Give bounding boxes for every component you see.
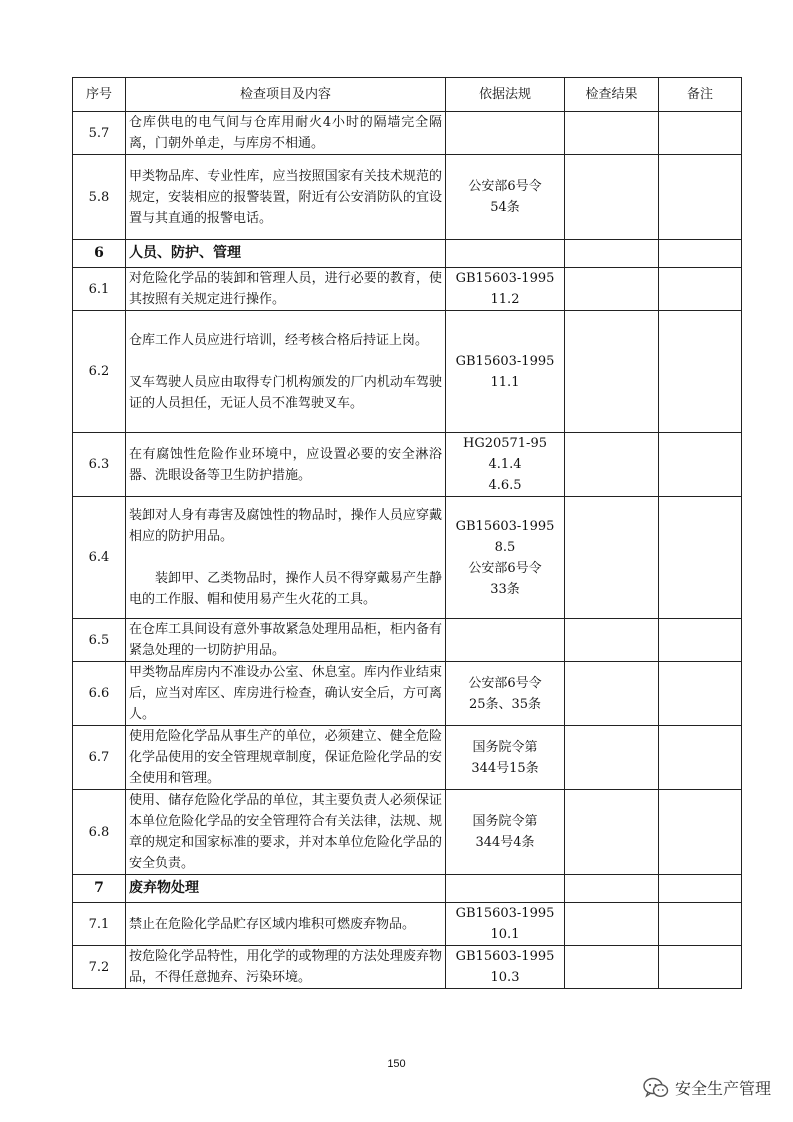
remarks-cell [659, 433, 742, 497]
law-line: 公安部6号令 [468, 675, 542, 691]
law-line: 国务院令第 [472, 814, 538, 829]
header-law: 依据法规 [446, 78, 565, 112]
law-line: 10.1 [490, 927, 520, 942]
header-content: 检查项目及内容 [126, 78, 446, 112]
law-reference [446, 433, 565, 497]
result-cell [565, 311, 659, 433]
row-number: 5.7 [73, 112, 126, 155]
law-line: 344号4条 [475, 835, 535, 850]
law-reference [446, 268, 565, 311]
section-title: 人员、防护、管理 [126, 240, 446, 268]
check-content [126, 311, 446, 433]
content-text: 装卸甲、乙类物品时，操作人员不得穿戴易产生静电的工作服、帽和使用易产生火花的工具。 [129, 571, 442, 607]
check-content [126, 946, 446, 989]
law-reference [446, 790, 565, 875]
result-cell [565, 155, 659, 240]
table-row [73, 726, 742, 790]
law-line: GB15603-1995 [455, 518, 555, 534]
section-row [73, 875, 742, 903]
law-line: 公安部6号令 [468, 560, 542, 576]
table-row [73, 155, 742, 240]
result-cell [565, 946, 659, 989]
row-number: 6.6 [73, 662, 126, 726]
content-text: 禁止在危险化学品贮存区域内堆积可燃废弃物品。 [129, 916, 416, 932]
content-text: 甲类物品库、专业性库，应当按照国家有关技术规范的规定，安装相应的报警装置，附近有公安消防队的宜设置与其直通的报警电话。 [129, 168, 442, 226]
table-row [73, 790, 742, 875]
law-line: 33条 [490, 581, 520, 597]
law-line: 公安部6号令 [468, 179, 542, 194]
content-text: 装卸对人身有毒害及腐蚀性的物品时，操作人员应穿戴相应的防护用品。 [129, 508, 442, 544]
content-text: 使用危险化学品从事生产的单位，必须建立、健全危险化学品使用的安全管理规章制度，保证危险化学品的安全使用和管理。 [129, 729, 442, 786]
row-number: 7.2 [73, 946, 126, 989]
table-header-row [73, 78, 742, 112]
row-number: 6.8 [73, 790, 126, 875]
result-cell [565, 662, 659, 726]
law-reference [446, 155, 565, 240]
result-cell [565, 268, 659, 311]
content-text: 甲类物品库房内不准设办公室、休息室。库内作业结束后，应当对库区、库房进行检查，确认安全后，方可离人。 [129, 665, 442, 722]
content-text: 按危险化学品特性，用化学的或物理的方法处理废弃物品，不得任意抛弃、污染环境。 [129, 949, 442, 985]
table-row [73, 903, 742, 946]
result-cell [565, 903, 659, 946]
check-content [126, 619, 446, 662]
row-number: 6.3 [73, 433, 126, 497]
section-row [73, 240, 742, 268]
section-number: 7 [73, 875, 126, 903]
content-text: 使用、储存危险化学品的单位，其主要负责人必须保证本单位危险化学品的安全管理符合有关法律，法规、规章的规定和国家标准的要求，并对本单位危险化学品的安全负责。 [129, 793, 442, 871]
law-line: GB15603-1995 [455, 353, 555, 369]
check-content [126, 497, 446, 619]
table-row [73, 497, 742, 619]
row-number: 7.1 [73, 903, 126, 946]
law-line: 10.3 [490, 970, 520, 985]
check-content [126, 155, 446, 240]
remarks-cell [659, 112, 742, 155]
result-cell [565, 726, 659, 790]
remarks-cell [659, 662, 742, 726]
check-content [126, 903, 446, 946]
law-reference [446, 112, 565, 155]
law-line: 11.1 [490, 374, 520, 390]
law-reference [446, 726, 565, 790]
law-reference [446, 619, 565, 662]
row-number: 6.7 [73, 726, 126, 790]
law-line: 25条、35条 [468, 696, 542, 712]
result-cell [565, 433, 659, 497]
remarks-cell [659, 903, 742, 946]
header-result: 检查结果 [565, 78, 659, 112]
law-line: 4.6.5 [488, 478, 522, 493]
page-number: 150 [387, 1058, 406, 1070]
check-content [126, 726, 446, 790]
table-row [73, 946, 742, 989]
check-content [126, 433, 446, 497]
law-line: HG20571-95 [462, 436, 547, 451]
header-remarks: 备注 [659, 78, 742, 112]
law-reference [446, 903, 565, 946]
section-number: 6 [73, 240, 126, 268]
check-content [126, 112, 446, 155]
table-row [73, 662, 742, 726]
content-text: 叉车驾驶人员应由取得专门机构颁发的厂内机动车驾驶证的人员担任，无证人员不准驾驶叉车。 [129, 374, 442, 411]
law-line: 11.2 [490, 292, 520, 307]
row-number: 6.4 [73, 497, 126, 619]
result-cell [565, 790, 659, 875]
law-line: GB15603-1995 [455, 949, 555, 964]
remarks-cell [659, 619, 742, 662]
remarks-cell [659, 946, 742, 989]
law-line: 8.5 [494, 539, 516, 555]
content-text: 仓库供电的电气间与仓库用耐火4小时的隔墙完全隔离，门朝外单走，与库房不相通。 [129, 115, 442, 151]
law-line: GB15603-1995 [455, 906, 555, 921]
row-number: 6.5 [73, 619, 126, 662]
result-cell [565, 112, 659, 155]
law-line: 54条 [490, 200, 520, 215]
remarks-cell [659, 311, 742, 433]
row-number: 6.2 [73, 311, 126, 433]
table-row [73, 112, 742, 155]
result-cell [565, 497, 659, 619]
law-reference [446, 497, 565, 619]
remarks-cell [659, 155, 742, 240]
row-number: 5.8 [73, 155, 126, 240]
law-reference [446, 946, 565, 989]
row-number: 6.1 [73, 268, 126, 311]
remarks-cell [659, 726, 742, 790]
law-line: 国务院令第 [472, 739, 538, 755]
inspection-checklist-table [72, 77, 742, 989]
content-text: 对危险化学品的装卸和管理人员，进行必要的教育，使其按照有关规定进行操作。 [129, 271, 442, 307]
content-text: 在仓库工具间设有意外事故紧急处理用品柜，柜内备有紧急处理的一切防护用品。 [129, 622, 442, 658]
content-text: 在有腐蚀性危险作业环境中，应设置必要的安全淋浴器、洗眼设备等卫生防护措施。 [129, 446, 442, 483]
wechat-icon [643, 1077, 669, 1099]
check-content [126, 662, 446, 726]
law-reference [446, 662, 565, 726]
content-text: 仓库工作人员应进行培训，经考核合格后持证上岗。 [129, 332, 429, 348]
check-content [126, 268, 446, 311]
watermark [643, 1076, 771, 1099]
header-no: 序号 [73, 78, 126, 112]
law-line: 344号15条 [471, 760, 539, 776]
remarks-cell [659, 268, 742, 311]
table-row [73, 433, 742, 497]
result-cell [565, 619, 659, 662]
table-row [73, 268, 742, 311]
watermark-text: 安全生产管理 [674, 1079, 771, 1098]
check-content [126, 790, 446, 875]
law-line: GB15603-1995 [455, 271, 555, 286]
remarks-cell [659, 790, 742, 875]
table-row [73, 311, 742, 433]
section-title: 废弃物处理 [126, 875, 446, 903]
table-row [73, 619, 742, 662]
law-line: 4.1.4 [488, 457, 522, 472]
remarks-cell [659, 497, 742, 619]
law-reference [446, 311, 565, 433]
